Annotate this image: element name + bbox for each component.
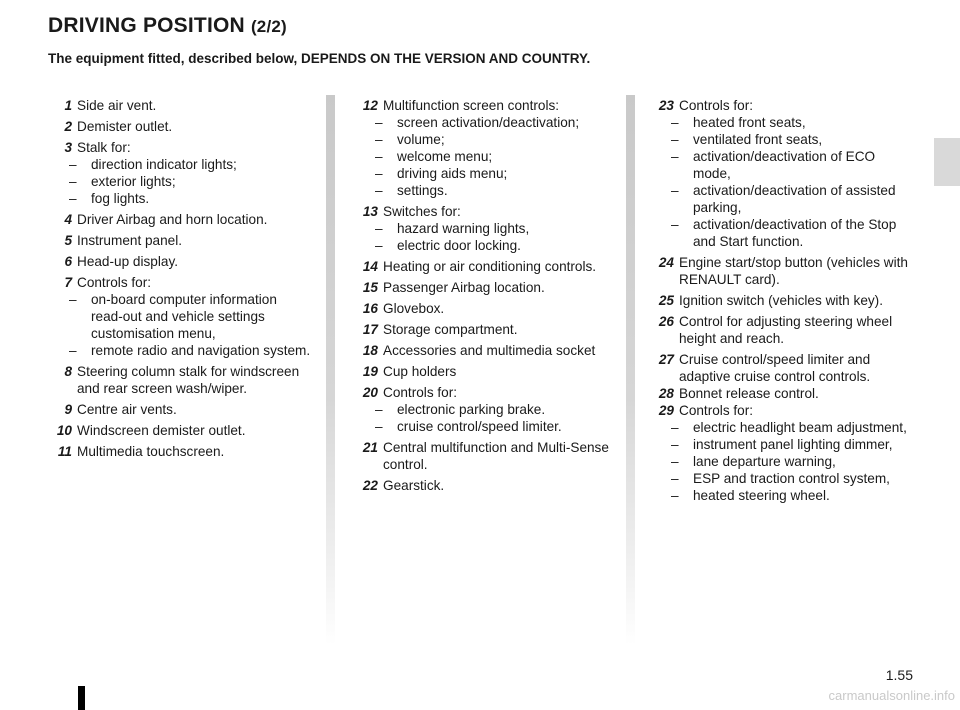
dash-marker: – — [375, 132, 383, 147]
dash-marker: – — [671, 488, 679, 503]
legend-column-3 — [648, 97, 914, 508]
legend-item — [46, 401, 312, 418]
legend-item-number: 20 — [362, 385, 378, 400]
legend-item-row — [46, 97, 312, 114]
legend-item-number: 25 — [658, 293, 674, 308]
legend-item — [352, 97, 614, 199]
legend-subitem — [648, 487, 914, 504]
legend-item-text: Ignition switch (vehicles with key). — [679, 293, 883, 308]
legend-subitem — [648, 182, 914, 216]
legend-item-text: Steering column stalk for windscreen and rear screen wash/wiper. — [77, 364, 300, 396]
legend-item-text: Multimedia touchscreen. — [77, 444, 225, 459]
legend-subitem — [648, 436, 914, 453]
legend-item-text: Control for adjusting steering wheel height and reach. — [679, 314, 893, 346]
legend-subitem-text: ventilated front seats, — [693, 132, 823, 147]
legend-item-text: Controls for: — [77, 275, 152, 290]
dash-marker: – — [671, 471, 679, 486]
legend-subitem-text: screen activation/deactivation; — [397, 115, 580, 130]
legend-item — [648, 313, 914, 347]
page-title-suffix: (2/2) — [250, 17, 287, 36]
legend-item-number: 28 — [658, 386, 674, 401]
dash-marker: – — [69, 343, 77, 358]
legend-item-row — [46, 363, 312, 397]
legend-item — [46, 443, 312, 460]
legend-item-number: 18 — [362, 343, 378, 358]
dash-marker: – — [375, 221, 383, 236]
legend-item-number: 14 — [362, 259, 378, 274]
legend-item — [352, 363, 614, 380]
legend-item-number: 29 — [658, 403, 674, 418]
legend-item — [648, 385, 914, 402]
legend-subitem — [46, 291, 312, 342]
legend-subitem-text: direction indicator lights; — [91, 157, 237, 172]
dash-marker: – — [375, 166, 383, 181]
legend-item-text: Controls for: — [679, 98, 754, 113]
legend-item — [648, 254, 914, 288]
dash-marker: – — [69, 174, 77, 189]
legend-item-text: Head-up display. — [77, 254, 179, 269]
legend-item-row — [46, 118, 312, 135]
legend-subitem-text: activation/deactivation of the Stop and Start function. — [693, 217, 897, 249]
dash-marker: – — [671, 217, 679, 232]
legend-item-text: Side air vent. — [77, 98, 157, 113]
legend-subitem — [352, 182, 614, 199]
legend-subitem-text: fog lights. — [91, 191, 150, 206]
legend-subitem-text: instrument panel lighting dimmer, — [693, 437, 893, 452]
legend-subitem — [352, 220, 614, 237]
legend-item-number: 13 — [362, 204, 378, 219]
legend-item — [46, 363, 312, 397]
legend-item-number: 2 — [64, 119, 72, 134]
dash-marker: – — [375, 402, 383, 417]
legend-subitem — [46, 342, 312, 359]
dash-marker: – — [671, 437, 679, 452]
legend-item — [352, 203, 614, 254]
legend-item — [352, 384, 614, 435]
legend-item-row — [46, 211, 312, 228]
legend-item-text: Gearstick. — [383, 478, 445, 493]
legend-item — [648, 292, 914, 309]
legend-subitem — [648, 419, 914, 436]
legend-item — [352, 279, 614, 296]
watermark: carmanualsonline.info — [828, 688, 955, 703]
legend-item-row — [352, 363, 614, 380]
legend-subitem — [648, 131, 914, 148]
dash-marker: – — [69, 157, 77, 172]
legend-subitem — [46, 173, 312, 190]
legend-subitem — [352, 237, 614, 254]
legend-item — [352, 300, 614, 317]
legend-item-row — [648, 254, 914, 288]
legend-item-row — [352, 342, 614, 359]
legend-subitem-text: driving aids menu; — [397, 166, 508, 181]
dash-marker: – — [375, 238, 383, 253]
legend-item-number: 27 — [658, 352, 674, 367]
legend-item-row — [648, 97, 914, 114]
legend-item-number: 8 — [64, 364, 72, 379]
legend-item — [46, 253, 312, 270]
legend-item-text: Multifunction screen controls: — [383, 98, 560, 113]
legend-subitem — [46, 156, 312, 173]
legend-item-text: Storage compartment. — [383, 322, 518, 337]
chapter-tab — [934, 138, 960, 186]
legend-subitem-text: electronic parking brake. — [397, 402, 546, 417]
legend-item — [352, 258, 614, 275]
dash-marker: – — [375, 149, 383, 164]
legend-item-row — [352, 203, 614, 220]
legend-item-row — [46, 253, 312, 270]
legend-item-number: 26 — [658, 314, 674, 329]
legend-subitem-text: cruise control/speed limiter. — [397, 419, 562, 434]
legend-subitem — [352, 148, 614, 165]
legend-item — [352, 321, 614, 338]
legend-item — [352, 439, 614, 473]
legend-item-text: Passenger Airbag location. — [383, 280, 545, 295]
legend-item-row — [352, 97, 614, 114]
legend-subitem — [352, 418, 614, 435]
legend-item-number: 1 — [64, 98, 72, 113]
legend-item-number: 15 — [362, 280, 378, 295]
dash-marker: – — [671, 115, 679, 130]
legend-item — [46, 232, 312, 249]
legend-item-text: Controls for: — [679, 403, 754, 418]
legend-item-row — [352, 384, 614, 401]
legend-item-text: Switches for: — [383, 204, 461, 219]
legend-item — [46, 422, 312, 439]
legend-subitem — [648, 148, 914, 182]
page-subtitle: The equipment fitted, described below, DEPENDS ON THE VERSION AND COUNTRY. — [48, 51, 591, 66]
legend-column-1 — [46, 97, 312, 464]
legend-item-number: 11 — [57, 444, 72, 459]
column-divider — [326, 95, 335, 645]
dash-marker: – — [671, 132, 679, 147]
legend-item-row — [648, 402, 914, 419]
legend-item — [352, 342, 614, 359]
legend-item-text: Windscreen demister outlet. — [77, 423, 246, 438]
legend-subitem — [352, 131, 614, 148]
legend-subitem-text: volume; — [397, 132, 445, 147]
legend-item-row — [648, 351, 914, 385]
dash-marker: – — [69, 191, 77, 206]
legend-subitem — [352, 165, 614, 182]
legend-item-row — [46, 443, 312, 460]
legend-item-text: Heating or air conditioning controls. — [383, 259, 597, 274]
legend-item — [352, 477, 614, 494]
legend-item — [46, 118, 312, 135]
legend-item-row — [352, 321, 614, 338]
legend-item-text: Instrument panel. — [77, 233, 183, 248]
legend-item-number: 19 — [362, 364, 378, 379]
legend-subitem — [46, 190, 312, 207]
legend-subitem-text: activation/deactivation of assisted parking, — [693, 183, 896, 215]
legend-subitem-text: heated front seats, — [693, 115, 806, 130]
legend-item — [46, 274, 312, 359]
dash-marker: – — [671, 454, 679, 469]
legend-item — [46, 211, 312, 228]
legend-item-text: Demister outlet. — [77, 119, 173, 134]
legend-item-row — [46, 274, 312, 291]
legend-item-number: 7 — [64, 275, 72, 290]
legend-item-text: Driver Airbag and horn location. — [77, 212, 268, 227]
legend-item-number: 3 — [64, 140, 72, 155]
legend-subitem-text: lane departure warning, — [693, 454, 836, 469]
legend-item-text: Accessories and multimedia socket — [383, 343, 596, 358]
legend-item-number: 10 — [56, 423, 72, 438]
legend-item-number: 4 — [64, 212, 72, 227]
legend-item-number: 23 — [658, 98, 674, 113]
dash-marker: – — [69, 292, 77, 307]
legend-item-text: Stalk for: — [77, 140, 131, 155]
legend-subitem — [648, 216, 914, 250]
legend-subitem — [352, 114, 614, 131]
legend-subitem-text: hazard warning lights, — [397, 221, 530, 236]
legend-item-row — [352, 300, 614, 317]
legend-item-row — [648, 292, 914, 309]
legend-item — [46, 139, 312, 207]
legend-subitem-text: welcome menu; — [397, 149, 493, 164]
dash-marker: – — [375, 419, 383, 434]
legend-item-text: Controls for: — [383, 385, 458, 400]
legend-item-number: 12 — [362, 98, 378, 113]
legend-item — [648, 351, 914, 385]
legend-subitem-text: electric door locking. — [397, 238, 521, 253]
legend-item-row — [352, 439, 614, 473]
legend-subitem-text: heated steering wheel. — [693, 488, 830, 503]
legend-item-number: 9 — [64, 402, 72, 417]
legend-item-number: 24 — [658, 255, 674, 270]
legend-subitem-text: electric headlight beam adjustment, — [693, 420, 907, 435]
legend-subitem — [648, 114, 914, 131]
page-title — [48, 14, 287, 38]
legend-subitem-text: exterior lights; — [91, 174, 176, 189]
legend-item-text: Cup holders — [383, 364, 457, 379]
page-title-text: DRIVING POSITION — [48, 14, 245, 37]
dash-marker: – — [375, 183, 383, 198]
legend-subitem-text: settings. — [397, 183, 448, 198]
legend-subitem-text: on-board computer information read-out and vehicle settings customisation menu, — [91, 292, 277, 341]
legend-item-row — [648, 313, 914, 347]
legend-item-row — [46, 232, 312, 249]
legend-subitem — [648, 470, 914, 487]
legend-item-row — [352, 258, 614, 275]
legend-item-row — [46, 139, 312, 156]
legend-item-row — [352, 477, 614, 494]
legend-subitem-text: activation/deactivation of ECO mode, — [693, 149, 876, 181]
legend-item-number: 6 — [64, 254, 72, 269]
column-divider — [626, 95, 635, 645]
legend-item-row — [46, 401, 312, 418]
dash-marker: – — [671, 149, 679, 164]
legend-item — [46, 97, 312, 114]
legend-item-number: 21 — [362, 440, 378, 455]
legend-subitem — [648, 453, 914, 470]
legend-item-text: Central multifunction and Multi-Sense control. — [383, 440, 609, 472]
legend-item-text: Cruise control/speed limiter and adaptive cruise control controls. — [679, 352, 871, 384]
legend-item-text: Engine start/stop button (vehicles with RENAULT card). — [679, 255, 908, 287]
legend-item-row — [352, 279, 614, 296]
edge-marker — [78, 686, 85, 710]
legend-item-text: Glovebox. — [383, 301, 445, 316]
page-number: 1.55 — [885, 667, 913, 683]
legend-item — [648, 402, 914, 504]
legend-item-row — [46, 422, 312, 439]
legend-item-text: Bonnet release control. — [679, 386, 819, 401]
legend-item-text: Centre air vents. — [77, 402, 177, 417]
legend-item-number: 5 — [64, 233, 72, 248]
legend-item-number: 22 — [362, 478, 378, 493]
legend-column-2 — [352, 97, 614, 498]
dash-marker: – — [671, 420, 679, 435]
legend-item-row — [648, 385, 914, 402]
legend-item-number: 16 — [362, 301, 378, 316]
legend-subitem-text: remote radio and navigation system. — [91, 343, 311, 358]
legend-item — [648, 97, 914, 250]
legend-subitem-text: ESP and traction control system, — [693, 471, 890, 486]
dash-marker: – — [375, 115, 383, 130]
legend-item-number: 17 — [362, 322, 378, 337]
dash-marker: – — [671, 183, 679, 198]
legend-subitem — [352, 401, 614, 418]
